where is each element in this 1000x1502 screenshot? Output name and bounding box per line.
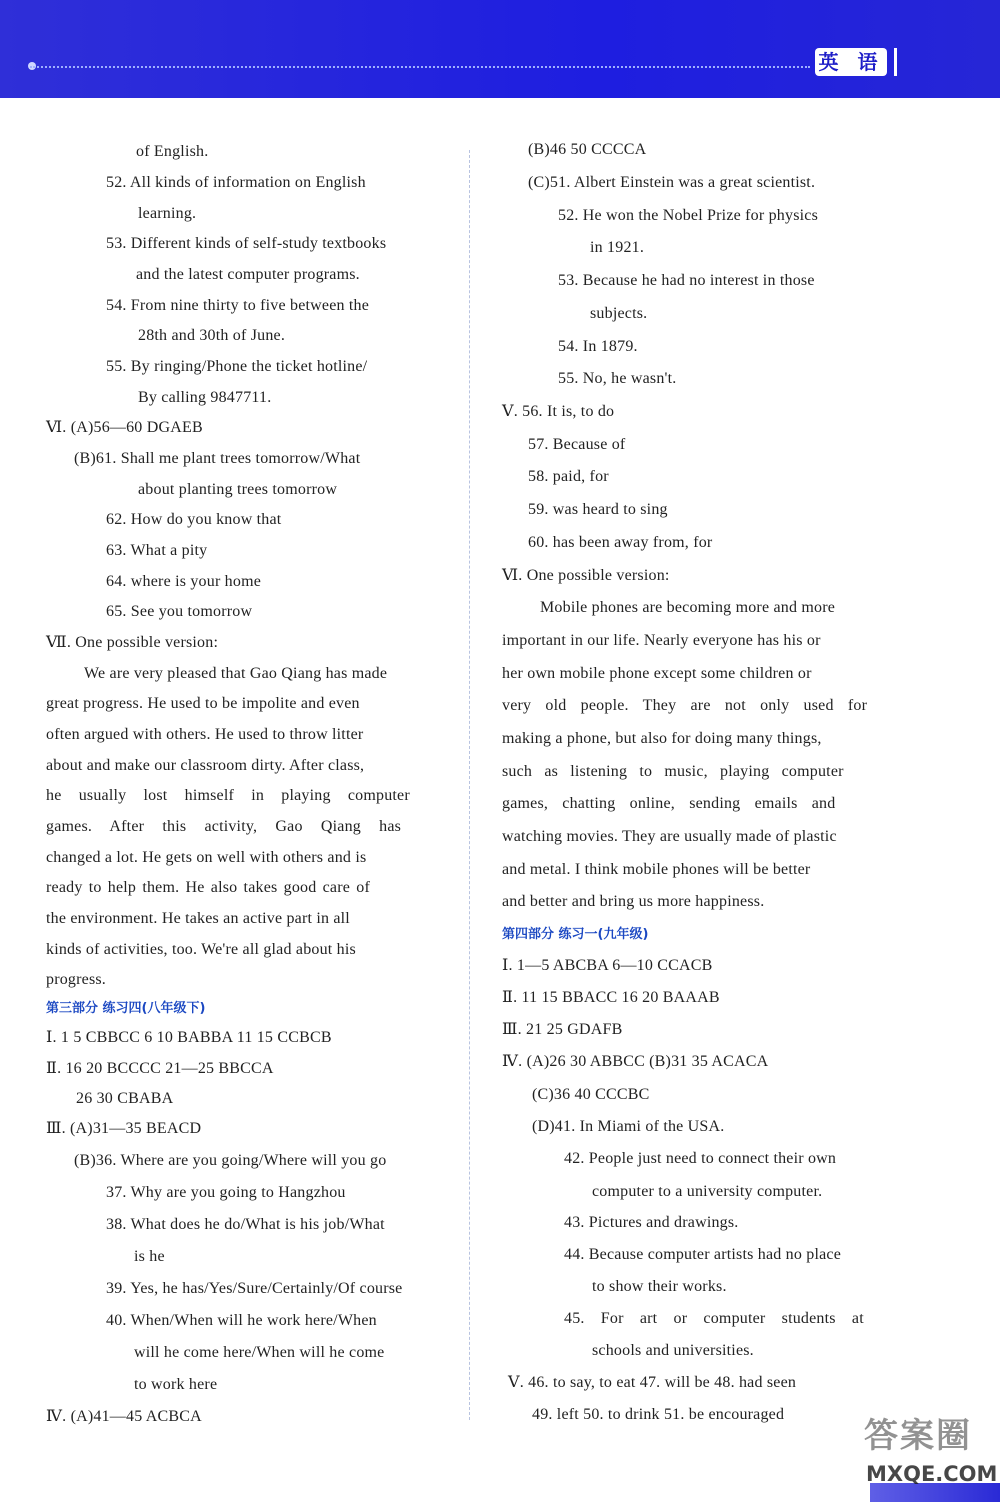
answer-line: By calling 9847711. [138, 389, 272, 406]
answer-line: 45. For art or computer students at [564, 1310, 864, 1327]
essay-line: often argued with others. He used to throw litter [46, 726, 364, 743]
essay-line: and better and bring us more happiness. [502, 893, 765, 910]
essay-line: kinds of activities, too. We're all glad about his [46, 941, 356, 958]
answer-line: will he come here/When will he come [134, 1344, 385, 1361]
answer-line: schools and universities. [592, 1342, 754, 1359]
essay-line: great progress. He used to be impolite and even [46, 695, 360, 712]
column-divider [469, 150, 470, 1420]
section-heading-line: Ⅲ. 21 25 GDAFB [502, 1021, 623, 1038]
answer-line: in 1921. [590, 239, 645, 256]
answer-line: 40. When/When will he work here/When [106, 1312, 377, 1329]
part-heading: 第三部分 练习四(八年级下) [46, 1001, 206, 1016]
answer-line: (B)46 50 CCCCA [528, 141, 647, 158]
answer-line: (D)41. In Miami of the USA. [532, 1118, 725, 1135]
answer-line: learning. [138, 205, 197, 222]
answer-line: (C)51. Albert Einstein was a great scientist. [528, 174, 816, 191]
answer-line: (C)36 40 CCCBC [532, 1086, 650, 1103]
answer-line: 55. No, he wasn't. [558, 370, 677, 387]
answer-line: (B)36. Where are you going/Where will you go [74, 1152, 387, 1169]
answer-line: about planting trees tomorrow [138, 481, 338, 498]
answer-line: 65. See you tomorrow [106, 603, 253, 620]
answer-line: and the latest computer programs. [136, 266, 360, 283]
answer-line: 37. Why are you going to Hangzhou [106, 1184, 346, 1201]
essay-line: he usually lost himself in playing computer [46, 787, 410, 804]
section-heading-line: Ⅵ. One possible version: [502, 567, 670, 584]
answer-line: 60. has been away from, for [528, 534, 713, 551]
answer-line: 49. left 50. to drink 51. be encouraged [532, 1406, 785, 1423]
essay-line: such as listening to music, playing computer [502, 763, 844, 780]
answer-line: to show their works. [592, 1278, 727, 1295]
answer-line: is he [134, 1248, 165, 1265]
answer-line: 26 30 CBABA [76, 1090, 174, 1107]
answer-line: 43. Pictures and drawings. [564, 1214, 739, 1231]
part-heading: 第四部分 练习一(九年级) [502, 927, 649, 942]
answer-line: 54. From nine thirty to five between the [106, 297, 370, 314]
section-heading-line: Ⅱ. 16 20 BCCCC 21—25 BBCCA [46, 1060, 274, 1077]
answer-line: 53. Different kinds of self-study textbooks [106, 235, 387, 252]
section-heading-line: Ⅴ. 46. to say, to eat 47. will be 48. had seen [508, 1374, 797, 1391]
essay-line: games, chatting online, sending emails and [502, 795, 836, 812]
subject-badge: 英 语 [815, 48, 887, 76]
answer-line: 62. How do you know that [106, 511, 282, 528]
watermark-logo [858, 1400, 998, 1500]
answer-line: to work here [134, 1376, 218, 1393]
answer-line: 44. Because computer artists had no place [564, 1246, 841, 1263]
essay-line: making a phone, but also for doing many things, [502, 730, 822, 747]
section-heading-line: Ⅳ. (A)41—45 ACBCA [46, 1408, 202, 1425]
answer-line: 58. paid, for [528, 468, 609, 485]
header-dotted-rule [30, 66, 810, 68]
answer-line: 59. was heard to sing [528, 501, 668, 518]
answer-line: 53. Because he had no interest in those [558, 272, 815, 289]
section-heading-line: Ⅵ. (A)56—60 DGAEB [46, 419, 203, 436]
section-heading-line: Ⅳ. (A)26 30 ABBCC (B)31 35 ACACA [502, 1053, 769, 1070]
watermark-text-top: 答案圈 [864, 1416, 972, 1456]
essay-line: progress. [46, 971, 107, 988]
answer-line: computer to a university computer. [592, 1183, 823, 1200]
essay-line: We are very pleased that Gao Qiang has made [84, 665, 388, 682]
essay-line: her own mobile phone except some children or [502, 665, 812, 682]
answer-line: 28th and 30th of June. [138, 327, 286, 344]
answer-line: 63. What a pity [106, 542, 208, 559]
answer-line: 57. Because of [528, 436, 626, 453]
section-heading-line: Ⅱ. 11 15 BBACC 16 20 BAAAB [502, 989, 720, 1006]
essay-line: and metal. I think mobile phones will be better [502, 861, 811, 878]
essay-line: ready to help them. He also takes good care of [46, 879, 370, 896]
essay-line: games. After this activity, Gao Qiang has [46, 818, 402, 835]
subject-badge-bar [894, 48, 897, 76]
section-heading-line: Ⅴ. 56. It is, to do [502, 403, 615, 420]
essay-line: important in our life. Nearly everyone has his or [502, 632, 821, 649]
essay-line: very old people. They are not only used for [502, 697, 868, 714]
answer-line: 52. He won the Nobel Prize for physics [558, 207, 818, 224]
section-heading-line: Ⅶ. One possible version: [46, 634, 219, 651]
section-heading-line: Ⅰ. 1—5 ABCBA 6—10 CCACB [502, 957, 713, 974]
answer-line: 64. where is your home [106, 573, 262, 590]
answer-line: 52. All kinds of information on English [106, 174, 366, 191]
essay-line: the environment. He takes an active part in all [46, 910, 350, 927]
page-header-band [0, 0, 1000, 98]
answer-line: 42. People just need to connect their own [564, 1150, 837, 1167]
answer-line: 39. Yes, he has/Yes/Sure/Certainly/Of course [106, 1280, 403, 1297]
answer-line: (B)61. Shall me plant trees tomorrow/What [74, 450, 361, 467]
watermark-text-bottom: MXQE.COM [866, 1462, 998, 1486]
essay-line: watching movies. They are usually made of plastic [502, 828, 837, 845]
essay-line: about and make our classroom dirty. After class, [46, 757, 365, 774]
essay-line: Mobile phones are becoming more and more [540, 599, 836, 616]
essay-line: changed a lot. He gets on well with others and is [46, 849, 367, 866]
answer-line: of English. [136, 143, 209, 160]
answer-line: 38. What does he do/What is his job/What [106, 1216, 385, 1233]
answer-line: 54. In 1879. [558, 338, 638, 355]
section-heading-line: Ⅲ. (A)31—35 BEACD [46, 1120, 202, 1137]
answer-line: subjects. [590, 305, 648, 322]
answer-line: 55. By ringing/Phone the ticket hotline/ [106, 358, 368, 375]
section-heading-line: Ⅰ. 1 5 CBBCC 6 10 BABBA 11 15 CCBCB [46, 1029, 332, 1046]
